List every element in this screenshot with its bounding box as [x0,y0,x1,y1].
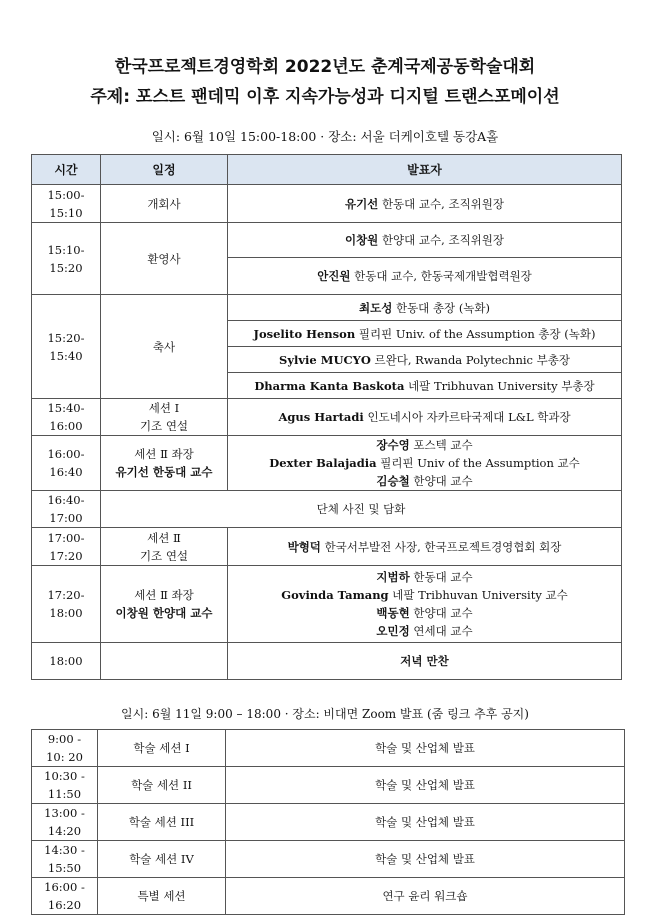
title-line-1: 한국프로젝트경영학회 2022년도 춘계국제공동학술대회 [114,57,536,77]
time-cell: 15:10-15:20 [32,223,101,295]
table-row [32,841,625,878]
presenter-cell [228,566,622,643]
program-cell: 축사 [101,295,228,399]
program-chair: 이창원 한양대 교수 [115,606,213,620]
presenter-name: 김승철 [376,474,410,488]
presenter-cell [228,436,622,491]
presenter-name: Sylvie MUCYO [279,352,371,367]
dinner-label: 저녁 만찬 [400,654,449,668]
program-chair: 유기선 한동대 교수 [115,465,213,479]
presenter-line [230,436,619,454]
presenter-desc: 필리핀 Univ of the Assumption 교수 [376,456,580,470]
program-cell [101,566,228,643]
presenter-cell [228,347,622,373]
day1-schedule-table [31,154,622,680]
presenter-name: Govinda Tamang [281,588,389,602]
program-line: 기조 연설 [139,419,189,433]
presenter-name: Dexter Balajadia [269,456,377,470]
time-cell: 15:00-15:10 [32,185,101,223]
presenter-name: 최도성 [358,300,393,315]
presenter-cell [228,373,622,399]
presenter-name: 장수영 [376,438,410,452]
presenter-line [230,604,619,622]
presenter-desc: 네팔 Tribhuvan University 교수 [388,588,568,602]
desc-cell: 학술 및 산업체 발표 [226,767,625,804]
time-end: 14:20 [47,824,82,838]
program-line: 세션 Ⅱ 좌장 [134,588,194,602]
time-cell: 15:20-15:40 [32,295,101,399]
presenter-line [230,454,619,472]
presenter-name: 이창원 [344,233,379,247]
header-program: 일정 [101,155,228,185]
time-cell [32,767,98,804]
presenter-line [230,568,619,586]
time-start: 14:30 - [44,843,85,857]
table-row [32,804,625,841]
session-cell: 학술 세션 IV [98,841,226,878]
presenter-cell [228,295,622,321]
time-cell [32,878,98,915]
presenter-desc: 한양대 교수 [409,474,473,488]
desc-cell: 학술 및 산업체 발표 [226,804,625,841]
presenter-name: Joselito Henson [253,326,356,341]
presenter-desc: 한동대 교수, 한동국제개발협력원장 [350,269,532,283]
table-row [32,566,622,643]
presenter-desc: 네팔 Tribhuvan University 부총장 [404,378,595,393]
table-row [32,436,622,491]
presenter-desc: 연세대 교수 [409,624,473,638]
time-cell [32,730,98,767]
day2-info: 일시: 6월 11일 9:00 – 18:00 · 장소: 비대면 Zoom 발표 (줌 링크 추후 공지) [121,707,529,721]
table-row [32,295,622,321]
presenter-cell [228,321,622,347]
presenter-desc: 르완다, Rwanda Polytechnic 부총장 [370,352,570,367]
table-row [32,223,622,258]
presenter-cell [228,528,622,566]
presenter-line [230,586,619,604]
program-cell: 환영사 [101,223,228,295]
presenter-cell [228,223,622,258]
program-line: 세션 Ⅰ [148,401,180,415]
presenter-desc: 한동대 총장 (녹화) [392,300,491,315]
presenter-desc: 한동대 교수, 조직위원장 [378,196,505,211]
time-cell [32,804,98,841]
presenter-desc: 한동대 교수 [409,570,473,584]
time-start: 9:00 - [47,732,82,746]
session-cell: 학술 세션 III [98,804,226,841]
time-start: 16:00 - [44,880,85,894]
program-line: 기조 연설 [139,548,189,563]
presenter-line [230,472,619,490]
presenter-name: Dharma Kanta Baskota [254,378,405,393]
time-cell: 18:00 [32,643,101,680]
day1-info: 일시: 6월 10일 15:00-18:00 · 장소: 서울 더케이호텔 동강A홀 [151,129,499,144]
time-cell: 17:20-18:00 [32,566,101,643]
program-line: 세션 Ⅱ [147,530,181,545]
program-cell [101,643,228,680]
program-cell: 개회사 [101,185,228,223]
time-end: 11:50 [47,787,82,801]
presenter-desc: 인도네시아 자카르타국제대 L&L 학과장 [363,410,571,424]
table-row [32,399,622,436]
presenter-name: 유기선 [344,196,379,211]
table-row [32,730,625,767]
program-line: 세션 Ⅱ 좌장 [134,447,194,461]
table-row [32,491,622,528]
session-cell: 특별 세션 [98,878,226,915]
time-start: 13:00 - [44,806,85,820]
session-cell: 학술 세션 I [98,730,226,767]
table-header-row [32,155,622,185]
presenter-desc: 한양대 교수 [409,606,473,620]
desc-cell: 학술 및 산업체 발표 [226,841,625,878]
presenter-name: Agus Hartadi [278,410,364,424]
presenter-name: 지범하 [376,570,410,584]
presenter-cell [228,643,622,680]
presenter-desc: 한국서부발전 사장, 한국프로젝트경영협회 회장 [320,539,562,554]
header-presenter: 발표자 [228,155,622,185]
presenter-name: 안진원 [317,269,351,283]
table-row [32,643,622,680]
time-cell: 16:00-16:40 [32,436,101,491]
table-row [32,767,625,804]
table-row [32,878,625,915]
session-cell: 학술 세션 II [98,767,226,804]
desc-cell: 연구 윤리 워크숍 [226,878,625,915]
presenter-cell [228,185,622,223]
program-cell [101,399,228,436]
presenter-name: 박형덕 [287,539,321,554]
table-row [32,185,622,223]
time-cell: 15:40-16:00 [32,399,101,436]
time-cell [32,841,98,878]
title-line-2: 주제: 포스트 팬데믹 이후 지속가능성과 디지털 트랜스포메이션 [90,87,560,107]
time-start: 10:30 - [44,769,85,783]
presenter-cell [228,258,622,295]
time-cell: 17:00-17:20 [32,528,101,566]
table-row [32,528,622,566]
presenter-name: 오민정 [376,624,410,638]
day2-schedule-table [31,729,625,915]
program-cell: 단체 사진 및 담화 [101,491,622,528]
program-cell [101,528,228,566]
presenter-line [230,622,619,640]
presenter-name: 백동현 [376,606,410,620]
presenter-desc: 포스텍 교수 [409,438,473,452]
time-cell: 16:40-17:00 [32,491,101,528]
program-cell [101,436,228,491]
time-end: 15:50 [47,861,82,875]
header-time: 시간 [32,155,101,185]
time-end: 10: 20 [46,750,83,764]
presenter-cell [228,399,622,436]
presenter-desc: 필리핀 Univ. of the Assumption 총장 (녹화) [355,326,596,341]
desc-cell: 학술 및 산업체 발표 [226,730,625,767]
presenter-desc: 한양대 교수, 조직위원장 [378,233,505,247]
time-end: 16:20 [47,898,82,912]
